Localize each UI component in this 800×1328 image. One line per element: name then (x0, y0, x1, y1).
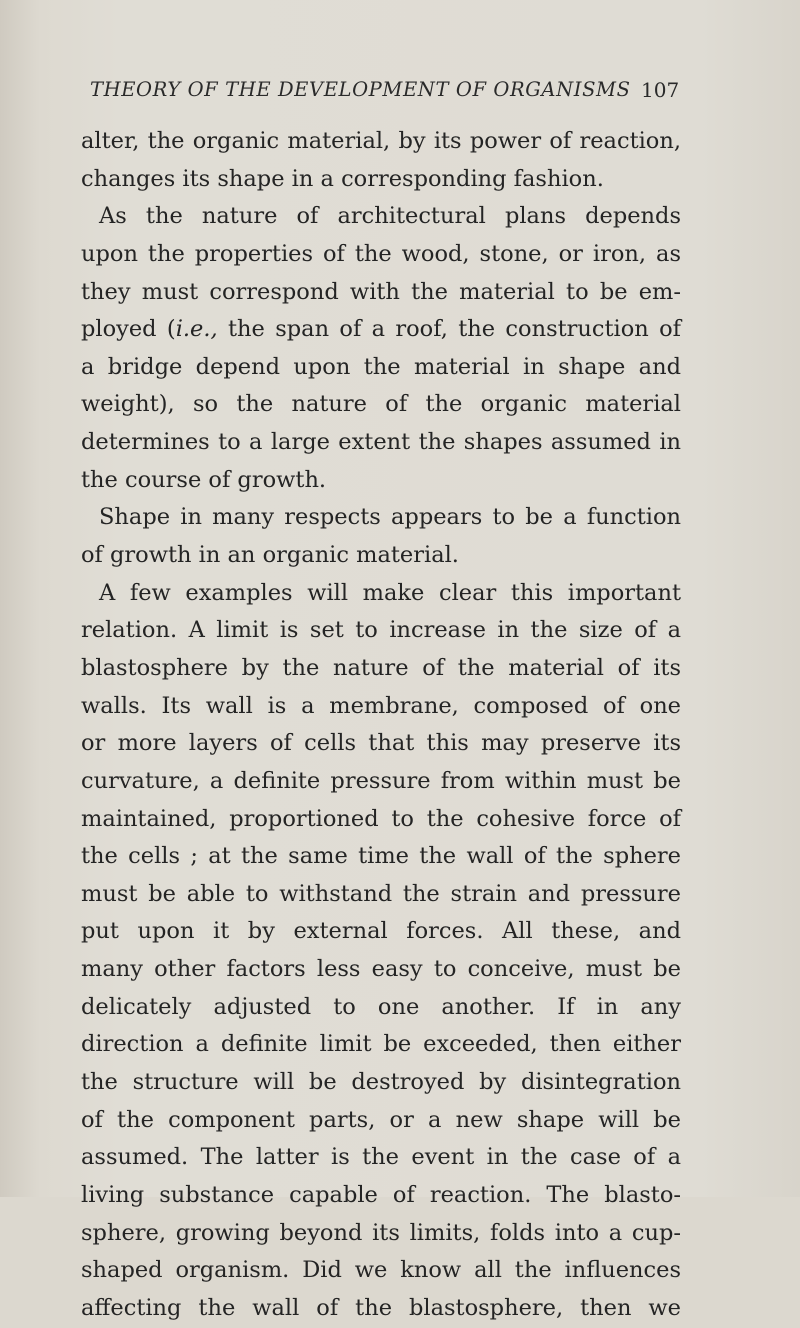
text-line: a bridge depend upon the material in shape and (81, 353, 681, 380)
page-header (0, 72, 800, 112)
text-line: must be able to withstand the strain and pressure (81, 880, 681, 907)
text-line: affecting the wall of the blastosphere, then we (81, 1294, 681, 1321)
text-line: assumed. The latter is the event in the case of a (81, 1144, 681, 1171)
text-line: ployed (i.e., the span of a roof, the construction of (81, 316, 681, 343)
text-line: weight), so the nature of the organic material (81, 391, 681, 418)
italic-abbrev: i.e., (175, 316, 218, 343)
text-line: Shape in many respects appears to be a function (99, 504, 681, 531)
text-line: or more layers of cells that this may preserve its (81, 730, 681, 757)
text-line: of growth in an organic material. (81, 542, 459, 569)
text-line: relation. A limit is set to increase in the size of a (81, 617, 681, 644)
text-line: delicately adjusted to one another. If in any (81, 993, 681, 1020)
text-line: shaped organism. Did we know all the influences (81, 1257, 681, 1284)
text-line: the course of growth. (81, 466, 327, 493)
text-line: alter, the organic material, by its power of reaction, (81, 128, 681, 154)
text-line: many other factors less easy to conceive, must be (81, 956, 681, 983)
text-line: the cells ; at the same time the wall of the sphere (81, 843, 681, 870)
text-line: upon the properties of the wood, stone, or iron, as (81, 240, 681, 267)
text-line: put upon it by external forces. All these, and (81, 918, 681, 945)
text-line: changes its shape in a corresponding fashion. (81, 165, 604, 192)
text-line: direction a definite limit be exceeded, then either (81, 1031, 681, 1058)
text-line: A few examples will make clear this important (99, 579, 681, 606)
text-line: they must correspond with the material to be em- (81, 278, 681, 305)
text-line: living substance capable of reaction. The blasto- (81, 1181, 681, 1208)
page-number: 107 (641, 78, 680, 102)
text-line: of the component parts, or a new shape will be (81, 1106, 681, 1133)
text-line: blastosphere by the nature of the material of its (81, 654, 681, 681)
body-text (81, 123, 681, 1328)
text-line: maintained, proportioned to the cohesive force of (81, 805, 681, 832)
text-line: determines to a large extent the shapes assumed in (81, 429, 681, 456)
text-line: As the nature of architectural plans depends (99, 203, 681, 230)
text-line: curvature, a definite pressure from within must be (81, 767, 681, 794)
text-line: sphere, growing beyond its limits, folds into a cup- (81, 1219, 681, 1246)
running-title: THEORY OF THE DEVELOPMENT OF ORGANISMS (90, 78, 631, 101)
text-line: the structure will be destroyed by disintegration (81, 1069, 681, 1096)
text-line: walls. Its wall is a membrane, composed of one (81, 692, 681, 719)
